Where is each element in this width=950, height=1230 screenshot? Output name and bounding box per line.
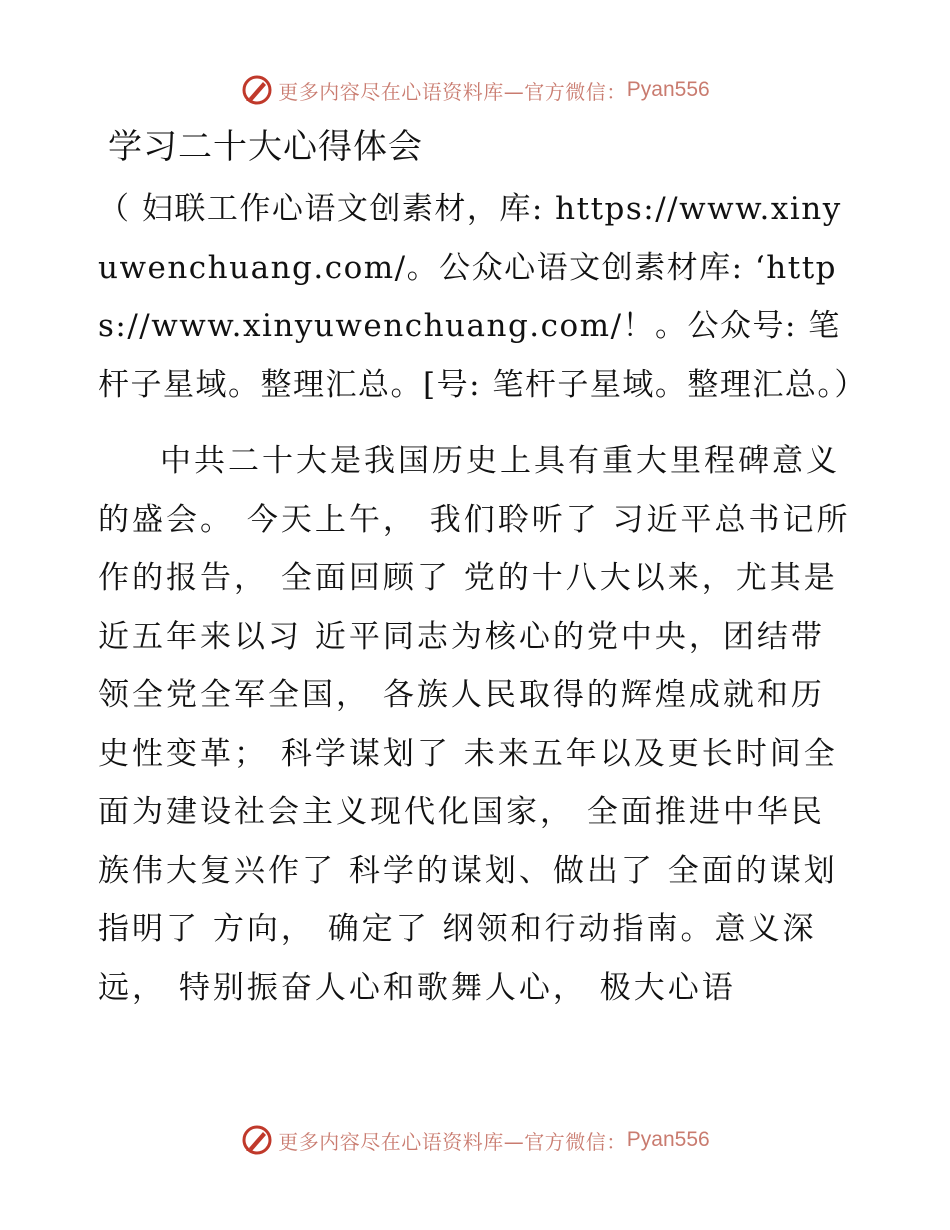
- banner-text: 更多内容尽在心语资料库—官方微信：: [278, 79, 627, 104]
- wechat-id: Pyan556: [626, 78, 710, 101]
- banner-text: 更多内容尽在心语资料库—官方微信：: [278, 1129, 627, 1154]
- body-paragraph: 中共二十大是我国历史上具有重大里程碑意义的盛会。 今天上午， 我们聆听了 习近平总书记所作的报告， 全面回顾了 党的十八大以来，尤其是近五年来以习 近平同志为核心的党中央，团结带领全党全军全国， 各族人民取得的辉煌成就和历史性变革； 科学谋划了 未来五年以及更长时间全面为建设社会主义现代化国家， 全面推进中华民族伟大复兴作了 科学的谋划、做出了 全面的谋划指明了 方向， 确定了 纲领和行动指南。意义深远， 特别振奋人心和歌舞人心， 极大心语: [98, 443, 851, 1006]
- pen-circle-logo-icon: [240, 1123, 274, 1157]
- footer-watermark-banner: [0, 1120, 950, 1160]
- document-content: [98, 118, 867, 1017]
- wechat-id: Pyan556: [626, 1128, 710, 1151]
- pen-circle-logo-icon: [240, 73, 274, 107]
- header-watermark-banner: [0, 70, 950, 110]
- source-note: （ 妇联工作心语文创素材，库: https://www.xinyuwenchuang.com/。公众心语文创素材库: ‘https://www.xinyuwenchuang.com/！。公众号: 笔杆子星域。整理汇总。[号: 笔杆子星域。整理汇总。）: [98, 191, 867, 403]
- document-title: 学习二十大心得体会: [108, 127, 423, 167]
